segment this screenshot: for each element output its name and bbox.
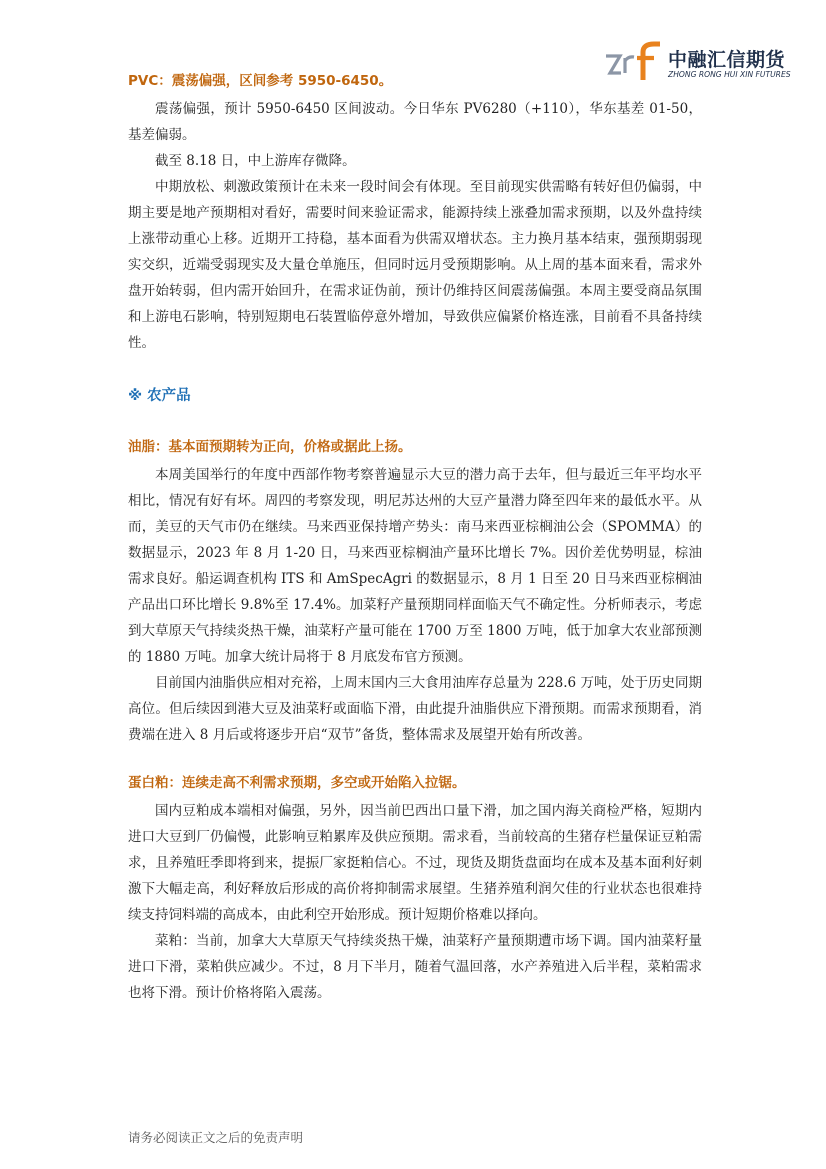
report-body xyxy=(128,70,702,1006)
meal-paragraph: 国内豆粕成本端相对偏强，另外，因当前巴西出口量下滑，加之国内海关商检严格，短期内进口大豆到厂仍偏慢，此影响豆粕累库及供应预期。需求看，当前较高的生猪存栏量保证豆粕需求，且养殖旺季即将到来，提振厂家挺粕信心。不过，现货及期货盘面均在成本及基本面利好刺激下大幅走高，利好释放后形成的高价将抑制需求展望。生猪养殖利润欠佳的行业状态也很难持续支持饲料端的高成本，由此利空开始形成。预计短期价格难以择向。 xyxy=(128,803,702,923)
pvc-paragraph: 截至 8.18 日，中上游库存微降。 xyxy=(155,153,356,169)
meal-paragraph: 菜粕：当前，加拿大大草原天气持续炎热干燥，油菜籽产量预期遭市场下调。国内油菜籽量进口下滑，菜粕供应减少。不过，8 月下半月，随着气温回落，水产养殖进入后半程，菜粕需求也将下滑。预计价格将陷入震荡。 xyxy=(128,933,702,1001)
pvc-paragraph: 中期放松、刺激政策预计在未来一段时间会有体现。至目前现实供需略有转好但仍偏弱，中期主要是地产预期相对看好，需要时间来验证需求，能源持续上涨叠加需求预期，以及外盘持续上涨带动重心上移。近期开工持稳，基本面看为供需双增状态。主力换月基本结束，强预期弱现实交织，近端受弱现实及大量仓单施压，但同时远月受预期影响。从上周的基本面来看，需求外盘开始转弱，但内需开始回升，在需求证伪前，预计仍维持区间震荡偏强。本周主要受商品氛围和上游电石影响，特别短期电石装置临停意外增加，导致供应偏紧价格连涨，目前看不具备持续性。 xyxy=(128,179,702,351)
oil-paragraph: 目前国内油脂供应相对充裕，上周末国内三大食用油库存总量为 228.6 万吨，处于历史同期高位。但后续因到港大豆及油菜籽或面临下滑，由此提升油脂供应下滑预期。而需求预期看，消费端在进入 8 月后或将逐步开启“双节”备货，整体需求及展望开始有所改善。 xyxy=(128,675,702,743)
oil-paragraph: 本周美国举行的年度中西部作物考察普遍显示大豆的潜力高于去年，但与最近三年平均水平相比，情况有好有坏。周四的考察发现，明尼苏达州的大豆产量潜力降至四年来的最低水平。从而，美豆的天气市仍在继续。马来西亚保持增产势头：南马来西亚棕榈油公会（SPOMMA）的数据显示，2023 年 8 月 1-20 日，马来西亚棕榈油产量环比增长 7%。因价差优势明显，棕油需求良好。船运调查机构 ITS 和 AmSpecAgri 的数据显示，8 月 1 日至 20 日马来西亚棕榈油产品出口环比增长 9.8%至 17.4%。加菜籽产量预期同样面临天气不确定性。分析师表示，考虑到大草原天气持续炎热干燥，油菜籽产量可能在 1700 万至 1800 万吨，低于加拿大农业部预测的 1880 万吨。加拿大统计局将于 8 月底发布官方预测。 xyxy=(128,467,702,665)
footer-disclaimer: 请务必阅读正文之后的免责声明 xyxy=(128,1130,304,1145)
section-title-agriculture: ※ 农产品 xyxy=(128,388,191,404)
logo-name-cn: 中融汇信期货 xyxy=(668,49,786,71)
meal-heading: 蛋白粕：连续走高不利需求预期，多空或开始陷入拉锯。 xyxy=(128,775,466,791)
oil-heading: 油脂：基本面预期转为正向，价格或据此上扬。 xyxy=(128,439,412,455)
pvc-paragraph: 震荡偏强，预计 5950-6450 区间波动。今日华东 PV6280（+110），华东基差 01-50，基差偏弱。 xyxy=(128,101,702,143)
logo-name-en: ZHONG RONG HUI XIN FUTURES xyxy=(668,70,791,79)
pvc-heading: PVC：震荡偏强，区间参考 5950-6450。 xyxy=(128,73,393,89)
